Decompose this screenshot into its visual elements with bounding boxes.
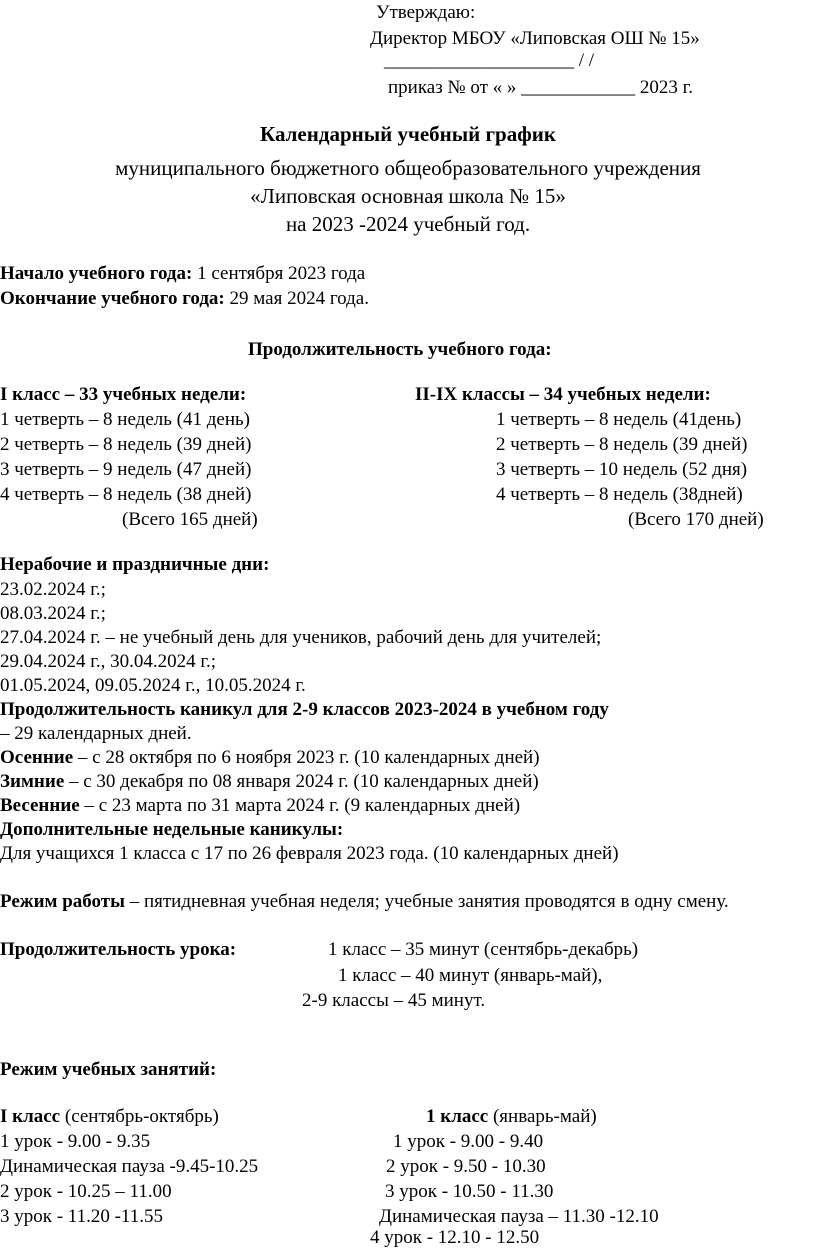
- vacation-winter: Зимние – с 30 декабря по 08 января 2024 г. (10 календарных дней): [0, 771, 539, 792]
- vacation-autumn: Осенние – с 28 октября по 6 ноября 2023 г. (10 календарных дней): [0, 747, 540, 768]
- schedule-right-head: 1 класс (январь-май): [426, 1106, 597, 1127]
- duration-left-row: 2 четверть – 8 недель (39 дней): [0, 434, 252, 455]
- schedule-left-row: Динамическая пауза -9.45-10.25: [0, 1156, 259, 1177]
- schedule-heading: Режим учебных занятий:: [0, 1059, 217, 1080]
- page-title: Календарный учебный график: [260, 122, 556, 146]
- lesson-duration-line: 2-9 классы – 45 минут.: [302, 990, 486, 1011]
- duration-left-row: 1 четверть – 8 недель (41 день): [0, 409, 250, 430]
- lesson-duration-line: 1 класс – 35 минут (сентябрь-декабрь): [328, 939, 639, 960]
- schedule-right-row: 4 урок - 12.10 - 12.50: [370, 1227, 540, 1248]
- lesson-duration-line: 1 класс – 40 минут (январь-май),: [338, 965, 603, 986]
- lesson-duration-label: Продолжительность урока:: [0, 939, 237, 960]
- duration-right-head: II-IX классы – 34 учебных недели:: [415, 384, 711, 405]
- schedule-left-head: I класс (сентябрь-октябрь): [0, 1106, 219, 1127]
- holiday-item: 23.02.2024 г.;: [0, 579, 106, 600]
- holidays-heading: Нерабочие и праздничные дни:: [0, 554, 270, 575]
- duration-left-row: 4 четверть – 8 недель (38 дней): [0, 484, 252, 505]
- approval-signature-line: ____________________ / /: [384, 50, 595, 71]
- schedule-right-row: 3 урок - 10.50 - 11.30: [385, 1181, 554, 1202]
- schedule-left-row: 3 урок - 11.20 -11.55: [0, 1206, 163, 1227]
- holiday-item: 01.05.2024, 09.05.2024 г., 10.05.2024 г.: [0, 675, 306, 696]
- holiday-item: 08.03.2024 г.;: [0, 603, 106, 624]
- duration-right-row: 3 четверть – 10 недель (52 дня): [496, 459, 748, 480]
- duration-right-row: 4 четверть – 8 недель (38дней): [496, 484, 743, 505]
- duration-right-total: (Всего 170 дней): [628, 509, 764, 530]
- holiday-item: 29.04.2024 г., 30.04.2024 г.;: [0, 651, 217, 672]
- holiday-item: 27.04.2024 г. – не учебный день для учеников, рабочий день для учителей;: [0, 627, 602, 648]
- schedule-right-row: 2 урок - 9.50 - 10.30: [386, 1156, 546, 1177]
- approval-director: Директор МБОУ «Липовская ОШ № 15»: [370, 28, 700, 49]
- vacations-extra-text: Для учащихся 1 класса с 17 по 26 февраля 2023 года. (10 календарных дней): [0, 843, 619, 864]
- year-start: Начало учебного года: 1 сентября 2023 года: [0, 263, 366, 284]
- year-end: Окончание учебного года: 29 мая 2024 года.: [0, 288, 369, 309]
- schedule-right-row: 1 урок - 9.00 - 9.40: [393, 1131, 544, 1152]
- approval-approve: Утверждаю:: [376, 2, 476, 23]
- duration-right-row: 2 четверть – 8 недель (39 дней): [496, 434, 748, 455]
- schedule-left-row: 1 урок - 9.00 - 9.35: [0, 1131, 151, 1152]
- schedule-right-row: Динамическая пауза – 11.30 -12.10: [379, 1206, 659, 1227]
- schedule-left-row: 2 урок - 10.25 – 11.00: [0, 1181, 172, 1202]
- duration-heading: Продолжительность учебного года:: [248, 339, 552, 360]
- vacation-spring: Весенние – с 23 марта по 31 марта 2024 г. (9 календарных дней): [0, 795, 521, 816]
- duration-left-head: I класс – 33 учебных недели:: [0, 384, 247, 405]
- title-line-1: муниципального бюджетного общеобразовательного учреждения: [115, 156, 701, 180]
- title-line-2: «Липовская основная школа № 15»: [250, 184, 566, 208]
- vacations-extra-heading: Дополнительные недельные каникулы:: [0, 819, 344, 840]
- work-mode: Режим работы – пятидневная учебная неделя; учебные занятия проводятся в одну смену.: [0, 891, 729, 912]
- title-line-3: на 2023 -2024 учебный год.: [285, 212, 531, 236]
- duration-right-row: 1 четверть – 8 недель (41день): [496, 409, 742, 430]
- approval-order: приказ № от « » ____________ 2023 г.: [388, 77, 694, 98]
- vacations-heading: Продолжительность каникул для 2-9 классов 2023-2024 в учебном году: [0, 699, 609, 720]
- duration-left-row: 3 четверть – 9 недель (47 дней): [0, 459, 252, 480]
- duration-left-total: (Всего 165 дней): [122, 509, 258, 530]
- vacations-total: – 29 календарных дней.: [0, 723, 192, 744]
